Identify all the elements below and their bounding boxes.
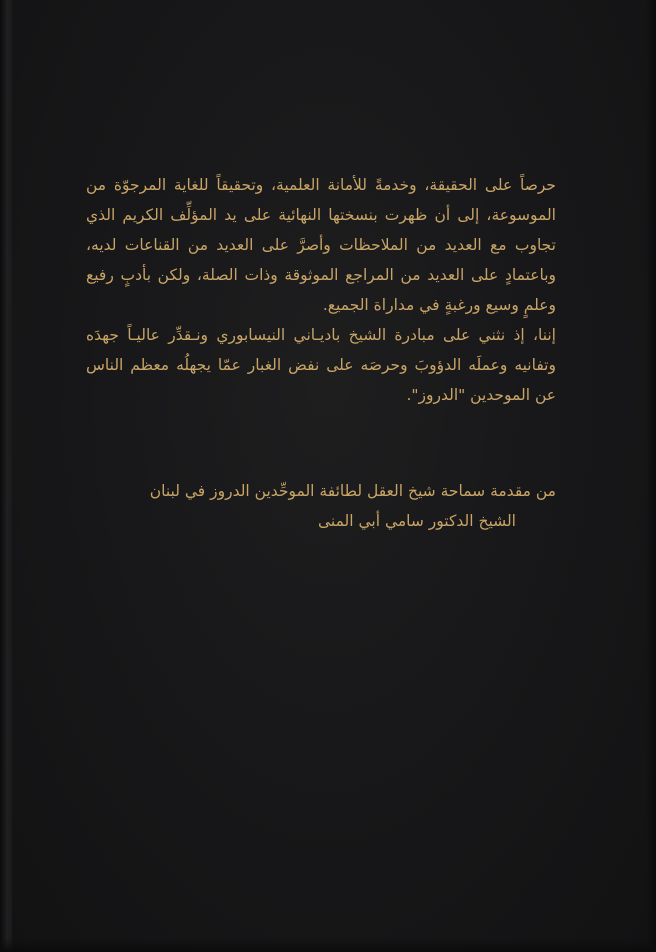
- attribution-source: من مقدمة سماحة شيخ العقل لطائفة الموحِّدين الدروز في لبنان: [149, 482, 556, 500]
- quote-attribution: [86, 476, 556, 536]
- cover-right-edge: [646, 0, 656, 952]
- endorsement-quote: [86, 170, 556, 410]
- cover-bottom-edge: [0, 938, 656, 952]
- quote-paragraph-2: إننا، إذ نثني على مبادرة الشيخ باديـاني النيسابوري ونـقدِّر عاليـاً جهدَه وتفانيه وعملَه الدؤوبَ وحرصَه على نفض الغبار عمّا يجهلُه معظم الناس عن الموحدين "الدروز".: [86, 326, 556, 404]
- spine-edge: [0, 0, 12, 952]
- attribution-author: الشيخ الدكتور سامي أبي المنى: [317, 512, 516, 530]
- quote-paragraph-1: حرصاً على الحقيقة، وخدمةً للأمانة العلمية، وتحقيقاً للغاية المرجوّة من الموسوعة، إلى أن ظهرت بنسختها النهائية على يد المؤلِّف الكريم الذي تجاوب مع العديد من الملاحظات وأصرَّ على العديد من القناعات لديه، وباعتمادٍ على العديد من المراجع الموثوقة وذات الصلة، ولكن بأدبٍ رفيع وعلمٍ وسيع ورغبةٍ في مداراة الجميع.: [86, 176, 556, 314]
